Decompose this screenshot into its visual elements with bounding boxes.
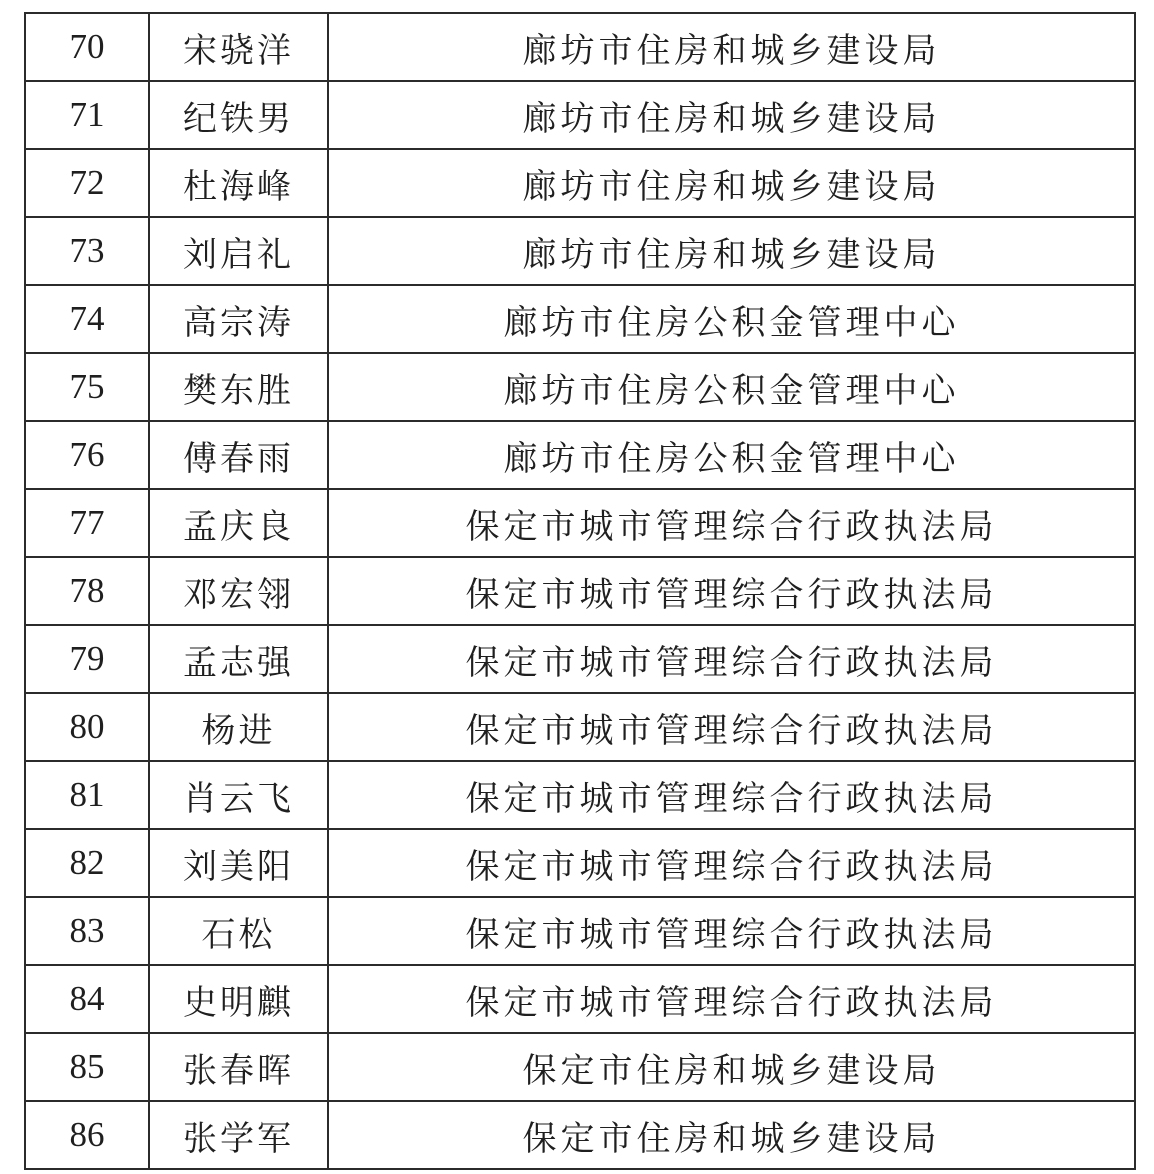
- work-unit: 廊坊市住房公积金管理中心: [328, 421, 1135, 489]
- work-unit: 保定市城市管理综合行政执法局: [328, 693, 1135, 761]
- personnel-table-wrapper: [24, 12, 1134, 1170]
- work-unit: 保定市城市管理综合行政执法局: [328, 965, 1135, 1033]
- row-number: 72: [25, 149, 149, 217]
- work-unit: 保定市城市管理综合行政执法局: [328, 761, 1135, 829]
- work-unit: 保定市城市管理综合行政执法局: [328, 489, 1135, 557]
- row-number: 75: [25, 353, 149, 421]
- person-name: 张春晖: [149, 1033, 328, 1101]
- person-name: 杜海峰: [149, 149, 328, 217]
- person-name: 孟志强: [149, 625, 328, 693]
- table-row: [25, 285, 1135, 353]
- row-number: 81: [25, 761, 149, 829]
- person-name: 孟庆良: [149, 489, 328, 557]
- person-name: 刘启礼: [149, 217, 328, 285]
- work-unit: 廊坊市住房公积金管理中心: [328, 285, 1135, 353]
- row-number: 73: [25, 217, 149, 285]
- person-name: 纪铁男: [149, 81, 328, 149]
- work-unit: 廊坊市住房公积金管理中心: [328, 353, 1135, 421]
- table-row: [25, 217, 1135, 285]
- row-number: 78: [25, 557, 149, 625]
- table-row: [25, 557, 1135, 625]
- work-unit: 保定市住房和城乡建设局: [328, 1101, 1135, 1169]
- work-unit: 保定市城市管理综合行政执法局: [328, 829, 1135, 897]
- table-row: [25, 1101, 1135, 1169]
- row-number: 79: [25, 625, 149, 693]
- person-name: 肖云飞: [149, 761, 328, 829]
- person-name: 傅春雨: [149, 421, 328, 489]
- person-name: 邓宏翎: [149, 557, 328, 625]
- table-row: [25, 81, 1135, 149]
- table-row: [25, 1033, 1135, 1101]
- table-row: [25, 421, 1135, 489]
- table-row: [25, 829, 1135, 897]
- table-row: [25, 693, 1135, 761]
- table-body: [25, 13, 1135, 1169]
- work-unit: 廊坊市住房和城乡建设局: [328, 13, 1135, 81]
- table-row: [25, 897, 1135, 965]
- work-unit: 保定市住房和城乡建设局: [328, 1033, 1135, 1101]
- work-unit: 廊坊市住房和城乡建设局: [328, 81, 1135, 149]
- row-number: 71: [25, 81, 149, 149]
- row-number: 84: [25, 965, 149, 1033]
- row-number: 85: [25, 1033, 149, 1101]
- work-unit: 保定市城市管理综合行政执法局: [328, 897, 1135, 965]
- person-name: 张学军: [149, 1101, 328, 1169]
- table-row: [25, 965, 1135, 1033]
- row-number: 80: [25, 693, 149, 761]
- work-unit: 廊坊市住房和城乡建设局: [328, 217, 1135, 285]
- person-name: 高宗涛: [149, 285, 328, 353]
- row-number: 82: [25, 829, 149, 897]
- row-number: 83: [25, 897, 149, 965]
- work-unit: 保定市城市管理综合行政执法局: [328, 625, 1135, 693]
- row-number: 76: [25, 421, 149, 489]
- person-name: 樊东胜: [149, 353, 328, 421]
- work-unit: 保定市城市管理综合行政执法局: [328, 557, 1135, 625]
- row-number: 74: [25, 285, 149, 353]
- table-row: [25, 13, 1135, 81]
- table-row: [25, 489, 1135, 557]
- row-number: 86: [25, 1101, 149, 1169]
- work-unit: 廊坊市住房和城乡建设局: [328, 149, 1135, 217]
- person-name: 石松: [149, 897, 328, 965]
- person-name: 宋骁洋: [149, 13, 328, 81]
- table-row: [25, 761, 1135, 829]
- table-row: [25, 149, 1135, 217]
- personnel-table: [24, 12, 1136, 1170]
- person-name: 杨进: [149, 693, 328, 761]
- person-name: 史明麒: [149, 965, 328, 1033]
- table-row: [25, 625, 1135, 693]
- row-number: 77: [25, 489, 149, 557]
- row-number: 70: [25, 13, 149, 81]
- table-row: [25, 353, 1135, 421]
- person-name: 刘美阳: [149, 829, 328, 897]
